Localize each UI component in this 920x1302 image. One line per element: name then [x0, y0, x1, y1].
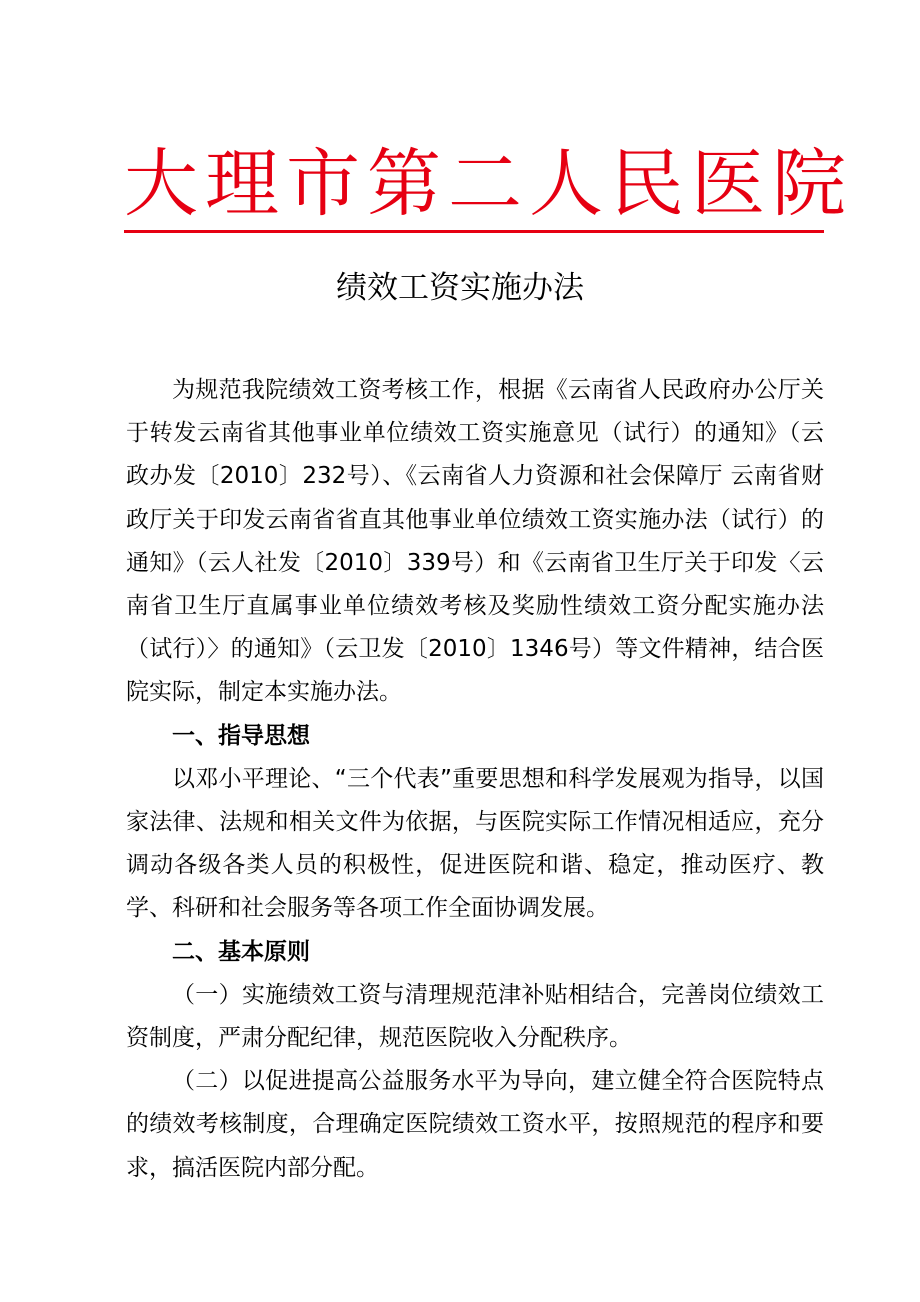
letterhead-red-rule: [124, 230, 824, 233]
intro-paragraph: 为规范我院绩效工资考核工作，根据《云南省人民政府办公厅关于转发云南省其他事业单位绩效工资实施意见（试行）的通知》（云政办发〔2010〕232号）、《云南省人力资源和社会保障厅 云南省财政厅关于印发云南省省直其他事业单位绩效工资实施办法（试行）的通知》（云人社发〔2010〕339号）和《云南省卫生厅关于印发〈云南省卫生厅直属事业单位绩效考核及奖励性绩效工资分配实施办法（试行）〉的通知》（云卫发〔2010〕1346号）等文件精神，结合医院实际，制定本实施办法。: [126, 377, 824, 706]
section-paragraph: 以邓小平理论、“三个代表”重要思想和科学发展观为指导，以国家法律、法规和相关文件为依据，与医院实际工作情况相适应，充分调动各级各类人员的积极性，促进医院和谐、稳定，推动医疗、教学、科研和社会服务等各项工作全面协调发展。: [126, 765, 824, 922]
letterhead-org-name: 大理市第二人民医院: [124, 141, 853, 227]
section-heading-guiding-ideology: 一、指导思想: [172, 722, 310, 749]
section-paragraph: （二）以促进提高公益服务水平为导向，建立健全符合医院特点的绩效考核制度，合理确定医院绩效工资水平，按照规范的程序和要求，搞活医院内部分配。: [126, 1068, 824, 1181]
section-heading-basic-principles: 二、基本原则: [172, 938, 310, 965]
document-title: 绩效工资实施办法: [336, 270, 584, 306]
document-body: [126, 369, 824, 1190]
section-paragraph: （一）实施绩效工资与清理规范津补贴相结合，完善岗位绩效工资制度，严肃分配纪律，规范医院收入分配秩序。: [126, 981, 824, 1052]
